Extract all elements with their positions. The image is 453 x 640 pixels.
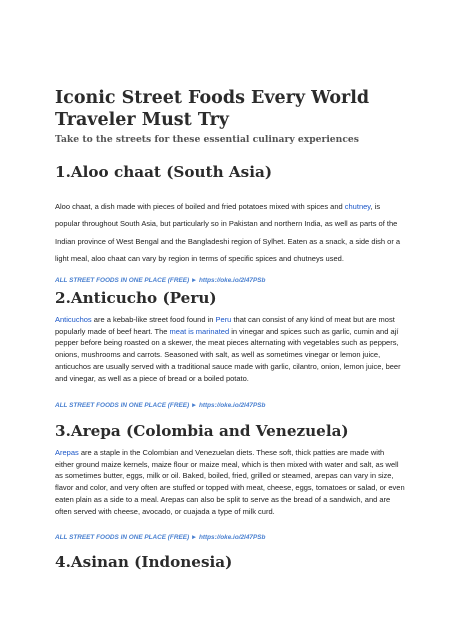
- link-meat-marinated[interactable]: meat is marinated: [169, 326, 230, 336]
- section-heading-asinan: 4.Asinan (Indonesia): [55, 553, 233, 571]
- link-anticuchos[interactable]: Anticuchos: [55, 315, 92, 324]
- promo-link[interactable]: ALL STREET FOODS IN ONE PLACE (FREE) ► https://oke.io/2l47PSb: [55, 277, 266, 284]
- section-heading-aloo-chaat: 1.Aloo chaat (South Asia): [55, 163, 273, 181]
- section-body-aloo-chaat: [55, 198, 405, 267]
- body-text: are a kebab-like street food found in: [91, 315, 216, 324]
- section-heading-anticucho: 2.Anticucho (Peru): [55, 289, 217, 307]
- promo-link[interactable]: ALL STREET FOODS IN ONE PLACE (FREE) ► https://oke.io/2l47PSb: [55, 534, 266, 541]
- link-peru[interactable]: Peru: [215, 315, 232, 324]
- body-text: Aloo chaat, a dish made with pieces of boiled and fried potatoes mixed with spices and: [55, 202, 345, 211]
- section-heading-arepa: 3.Arepa (Colombia and Venezuela): [55, 422, 349, 440]
- section-body-arepa: [55, 447, 405, 517]
- body-text: in vinegar and spices such as garlic, cumin and ají pepper before being roasted on a skewer, the meat pieces alternating with vegetables such as peppers, onions, mushrooms and carrots. Seasoned with salt, as well as sometimes vinegar or lemon juice, anticuchos are usually served with a traditional sauce made with garlic, cilantro, onion, lemon juice, beer and vinegar, as well as a piece of bread or a boiled potato.: [55, 326, 401, 383]
- body-text: are a staple in the Colombian and Venezuelan diets. These soft, thick patties are made with either ground maize kernels, maize flour or maize meal, which is then mixed with water and salt, as well as sometimes butter, eggs, milk or oil. Baked, boiled, fried, grilled or steamed, arepas can vary in size, flavor and color, and very often are stuffed or topped with meat, cheese, eggs, tomatoes or salad, or even eaten plain as a side to a meal. Arepas can also be split to serve as the bread of a sandwich, and are often served with cheese, avocado, or cuajada a type of milk curd.: [55, 448, 405, 516]
- article-title: Iconic Street Foods Every World Traveler Must Try: [55, 88, 370, 130]
- article-subtitle: Take to the streets for these essential culinary experiences: [55, 134, 359, 145]
- section-body-anticucho: [55, 314, 405, 384]
- link-chutney[interactable]: chutney: [344, 202, 371, 211]
- link-arepas[interactable]: Arepas: [55, 448, 79, 457]
- body-text: that can consist of any kind of meat but are most popularly made of beef heart. The: [55, 315, 395, 336]
- body-text: , is popular throughout South Asia, but particularly so in Pakistan and northern India, as well as parts of the Indian province of West Bengal and the Bangladeshi region of Sylhet. Eaten as a snack, a side dish or a light meal, aloo chaat can vary by region in terms of specific spices and chutneys used.: [55, 202, 401, 263]
- promo-link[interactable]: ALL STREET FOODS IN ONE PLACE (FREE) ► https://oke.io/2l47PSb: [55, 402, 266, 409]
